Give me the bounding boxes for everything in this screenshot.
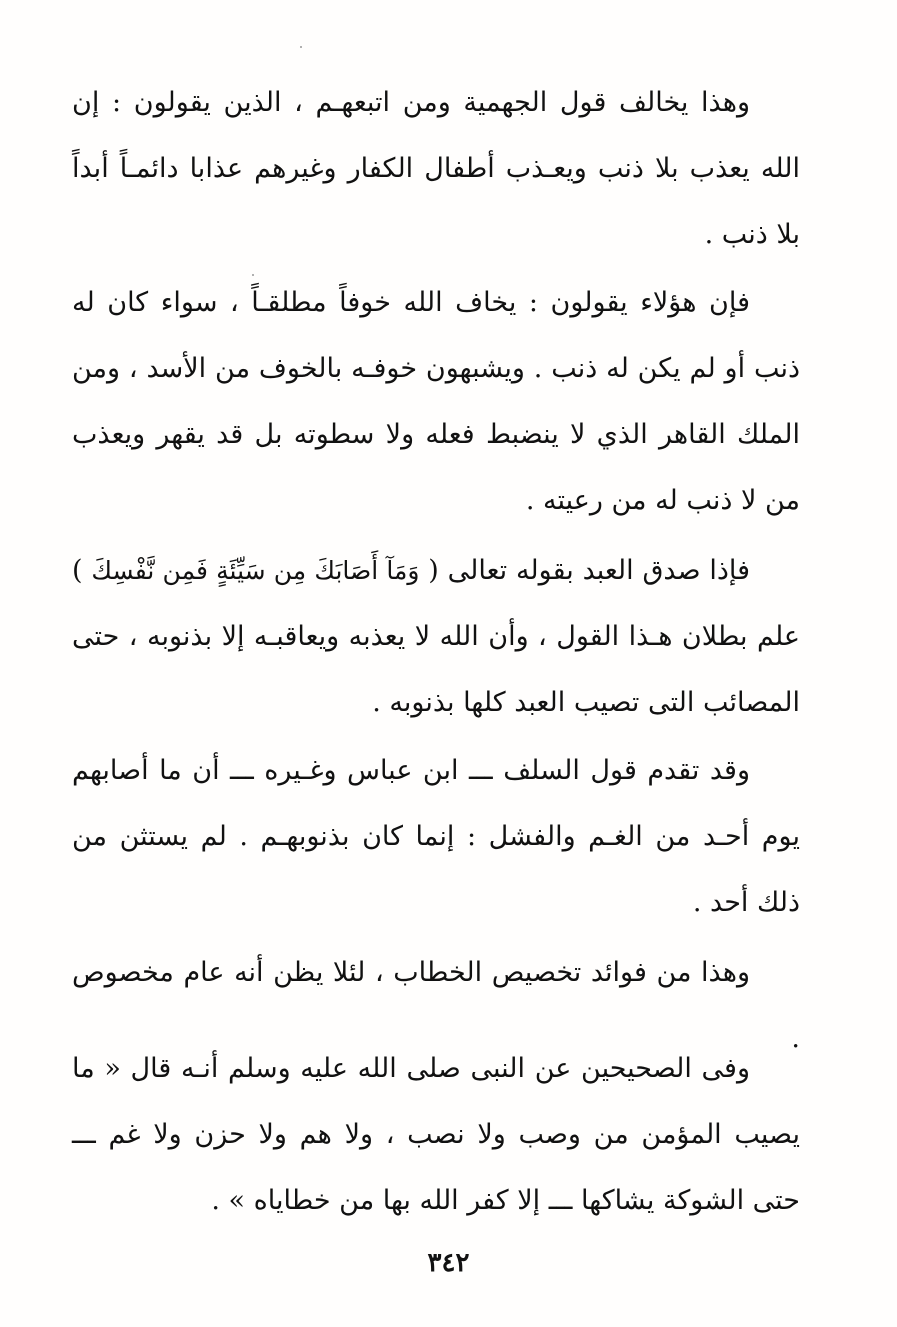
paragraph-1	[72, 70, 800, 268]
paragraph-text: وهذا يخالف قول الجهمية ومن اتبعهـم ، الذين يقولون : إن الله يعذب بلا ذنب ويعـذب أطفال الكفار وغيرهم عذابا دائمـاً أبداً بلا ذنب .	[72, 87, 800, 250]
paragraph-6	[72, 1036, 800, 1234]
paragraph-continuation: ) علم بطلان هـذا القول ، وأن الله لا يعذبه ويعاقبـه إلا بذنوبه ، حتى المصائب التى تصيب العبد كلها بذنوبه .	[72, 555, 800, 718]
page-number: ٣٤٢	[427, 1248, 470, 1278]
paragraph-text	[72, 538, 800, 736]
paper-speck	[300, 46, 302, 48]
quran-verse: وَمَآ أَصَابَكَ مِن سَيِّئَةٍ فَمِن نَّفْسِكَ	[91, 556, 420, 585]
paragraph-text: وفى الصحيحين عن النبى صلى الله عليه وسلم أنـه قال « ما يصيب المؤمن من وصب ولا نصب ، ولا هم ولا حزن ولا غم ـــ حتى الشوكة يشاكها ـــ إلا كفر الله بها من خطاياه » .	[72, 1053, 800, 1216]
quran-intro: فإذا صدق العبد بقوله تعالى (	[428, 555, 750, 586]
paragraph-text: وقد تقدم قول السلف ـــ ابن عباس وغـيره ـــ أن ما أصابهم يوم أحـد من الغـم والفشل : إنما كان بذنوبهـم . لم يستثن من ذلك أحد .	[72, 755, 800, 918]
paragraph-3	[72, 538, 800, 736]
paragraph-4	[72, 738, 800, 936]
paragraph-text: فإن هؤلاء يقولون : يخاف الله خوفاً مطلقـاً ، سواء كان له ذنب أو لم يكن له ذنب . ويشبهون خوفـه بالخوف من الأسد ، ومن الملك القاهر الذي لا ينضبط فعله ولا سطوته بل قد يقهر ويعذب من لا ذنب له من رعيته .	[72, 287, 800, 516]
paragraph-text: وهذا من فوائد تخصيص الخطاب ، لئلا يظن أنه عام مخصوص .	[72, 957, 800, 1054]
paragraph-2	[72, 270, 800, 534]
